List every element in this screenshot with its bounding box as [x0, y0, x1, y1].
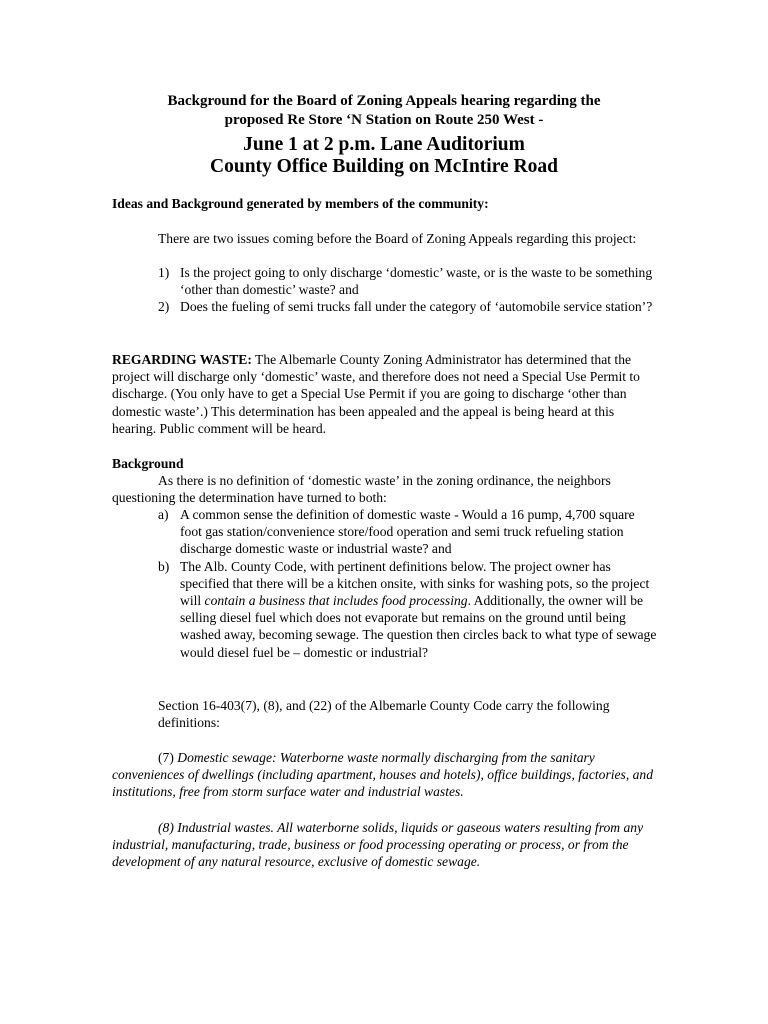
list-item-text — [180, 559, 656, 660]
intro-paragraph: There are two issues coming before the Board of Zoning Appeals regarding this project: — [158, 231, 637, 246]
list-item — [158, 506, 657, 558]
list-marker: b) — [158, 558, 170, 574]
definition-7 — [112, 749, 657, 801]
date-location-line: June 1 at 2 p.m. Lane Auditorium — [243, 134, 525, 155]
list-item — [158, 264, 657, 298]
title-line-2: proposed Re Store ‘N Station on Route 250 West - — [224, 112, 544, 128]
list-item-text: Does the fueling of semi trucks fall under the category of ‘automobile service station’? — [180, 299, 653, 315]
list-item-text-part: The Alb. County Code, with pertinent definitions below. The project owner has specified that there will be a kitchen onsite, with sinks for washing pots, so the project will — [180, 558, 650, 609]
ideas-heading: Ideas and Background generated by members of the community: — [112, 196, 489, 211]
list-item-text: Is the project going to only discharge ‘domestic’ waste, or is the waste to be something ‘other than domestic’ waste? and — [180, 265, 653, 298]
issues-list — [158, 264, 657, 316]
list-item-text-part: . Additionally, the owner will be selling diesel fuel which does not evaporate but remains on the ground until being washed away, becoming sewage. The question then circles back to what type of sewage would diesel fuel be – domestic or industrial? — [180, 593, 657, 660]
regarding-waste-label: REGARDING WASTE: — [112, 352, 252, 367]
regarding-waste-paragraph — [112, 351, 657, 437]
background-heading: Background — [112, 456, 184, 471]
background-paragraph: As there is no definition of ‘domestic waste’ in the zoning ordinance, the neighbors questioning the determination have turned to both: — [112, 473, 611, 506]
title-line-1: Background for the Board of Zoning Appeals hearing regarding the — [167, 93, 601, 109]
list-marker: 1) — [158, 265, 170, 280]
list-marker: a) — [158, 507, 169, 522]
list-item-emphasis: contain a business that includes food processing — [204, 593, 468, 609]
definition-7-text: Domestic sewage: Waterborne waste normally discharging from the sanitary conveniences of dwellings (including apartment, houses and hotels), office buildings, factories, and institutions, free from storm surface water and industrial wastes. — [112, 750, 654, 800]
definition-7-number: (7) — [158, 750, 178, 765]
background-list — [158, 506, 657, 661]
section-intro-paragraph: Section 16-403(7), (8), and (22) of the Albemarle County Code carry the following definitions: — [158, 698, 610, 731]
definition-8: (8) Industrial wastes. All waterborne solids, liquids or gaseous waters resulting from any industrial, manufacturing, trade, business or food processing operating or process, or from the development of any natural resource, exclusive of domestic sewage. — [112, 820, 644, 870]
list-marker: 2) — [158, 299, 170, 315]
venue-line: County Office Building on McIntire Road — [210, 156, 558, 177]
regarding-waste-text: The Albemarle County Zoning Administrator has determined that the project will discharge only ‘domestic’ waste, and therefore does not need a Special Use Permit to discharge. (You only have to get a Special Use Permit if you are going to discharge ‘other than domestic waste’.) This determination has been appealed and the appeal is being heard at this hearing. Public comment will be heard. — [112, 352, 640, 436]
list-item-text: A common sense the definition of domestic waste - Would a 16 pump, 4,700 square foot gas station/convenience store/food operation and semi truck refueling station discharge domestic waste or industrial waste? and — [180, 507, 635, 557]
list-item — [158, 298, 657, 315]
list-item — [158, 558, 657, 661]
